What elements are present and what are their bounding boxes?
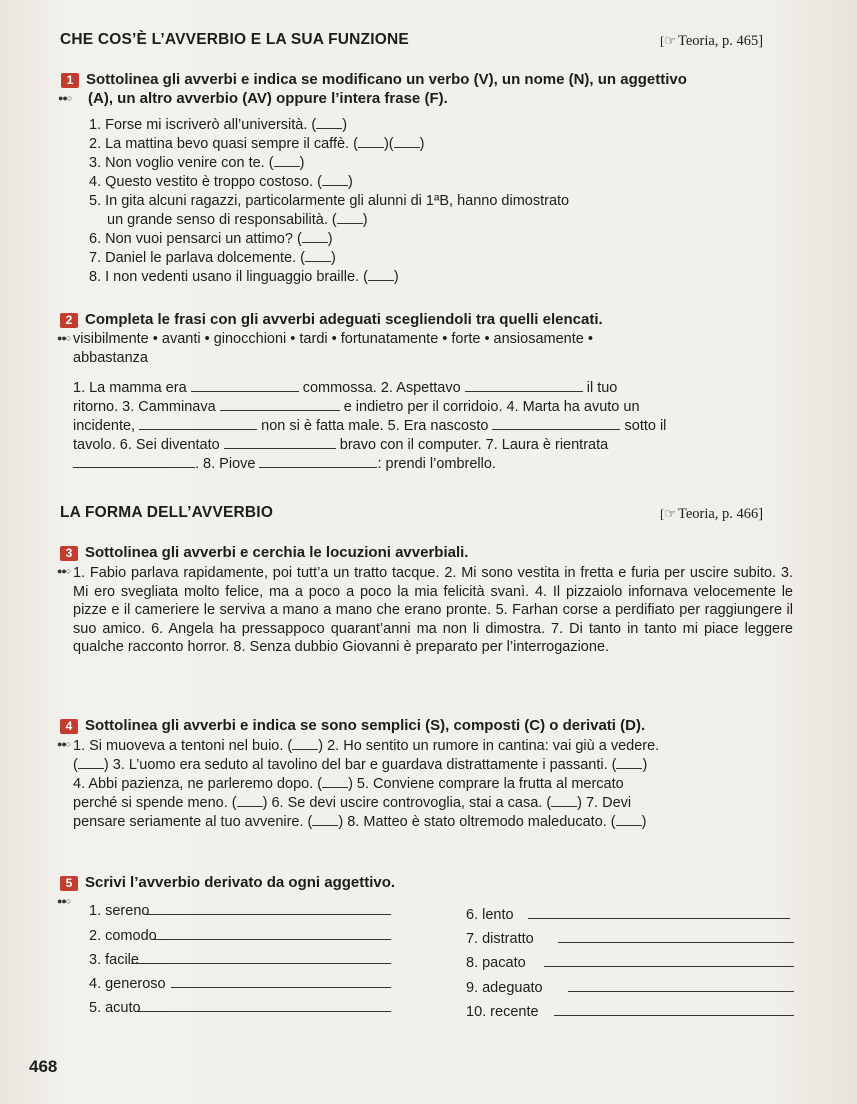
pointing-hand-icon: [☞ — [660, 506, 676, 521]
page-number: 468 — [29, 1057, 58, 1076]
answer-blank[interactable] — [368, 268, 394, 281]
theory-reference: [☞ Teoria, p. 466] — [660, 506, 764, 522]
exercise-item: 3. Non voglio venire con te. ( ) — [89, 155, 305, 171]
adjective-item: 1. sereno — [89, 902, 391, 920]
difficulty-dots-icon: ●●○ — [57, 566, 71, 576]
answer-blank[interactable] — [224, 436, 336, 449]
answer-blank[interactable] — [394, 135, 420, 148]
answer-blank[interactable] — [259, 455, 377, 468]
exercise-number-badge: 2 — [60, 313, 78, 328]
exercise-instruction: Sottolinea gli avverbi e indica se modificano un verbo (V), un nome (N), un aggettivo — [86, 71, 687, 88]
exercise-number-badge: 5 — [60, 876, 78, 891]
answer-blank[interactable] — [191, 379, 299, 392]
answer-blank[interactable] — [337, 211, 363, 224]
adjective-item: 10. recente — [466, 1003, 794, 1021]
answer-blank[interactable] — [492, 417, 620, 430]
exercise-number-badge: 1 — [61, 73, 79, 88]
answer-blank[interactable] — [554, 1003, 794, 1016]
adjective-item: 8. pacato — [466, 954, 794, 972]
answer-blank[interactable] — [465, 379, 583, 392]
answer-blank[interactable] — [551, 794, 577, 807]
adjective-item: 9. adeguato — [466, 979, 794, 997]
exercise-instruction: Sottolinea gli avverbi e indica se sono semplici (S), composti (C) o derivati (D). — [85, 717, 646, 734]
word-bank: abbastanza — [73, 350, 148, 366]
exercise-number-badge: 3 — [60, 546, 78, 561]
answer-blank[interactable] — [616, 756, 642, 769]
answer-blank[interactable] — [153, 927, 391, 940]
word-bank: visibilmente • avanti • ginocchioni • tardi • fortunatamente • forte • ansiosamente • — [73, 331, 593, 347]
exercise-number-badge: 4 — [60, 719, 78, 734]
exercise-instruction: Completa le frasi con gli avverbi adeguati scegliendoli tra quelli elencati. — [85, 311, 603, 328]
exercise-item: 8. I non vedenti usano il linguaggio braille. ( ) — [89, 269, 399, 285]
exercise-line: perché si spende meno. ( ) 6. Se devi uscire controvoglia, stai a casa. ( ) 7. Devi — [73, 795, 632, 811]
exercise-item: 1. Forse mi iscriverò all’università. ( ) — [89, 117, 348, 133]
answer-blank[interactable] — [305, 249, 331, 262]
adjective-item: 2. comodo — [89, 927, 391, 945]
theory-reference: [☞ Teoria, p. 465] — [660, 33, 764, 49]
answer-blank[interactable] — [292, 737, 318, 750]
answer-blank[interactable] — [274, 154, 300, 167]
section-title: LA FORMA DELL’AVVERBIO — [60, 504, 274, 521]
answer-blank[interactable] — [322, 775, 348, 788]
answer-blank[interactable] — [78, 756, 104, 769]
exercise-line: 4. Abbi pazienza, ne parleremo dopo. ( ) 5. Conviene comprare la frutta al mercato — [73, 776, 624, 792]
answer-blank[interactable] — [237, 794, 263, 807]
answer-blank[interactable] — [528, 906, 790, 919]
exercise-instruction: Scrivi l’avverbio derivato da ogni aggettivo. — [85, 874, 396, 891]
answer-blank[interactable] — [135, 999, 391, 1012]
section-title: CHE COS’È L’AVVERBIO E LA SUA FUNZIONE — [60, 31, 409, 48]
difficulty-dots-icon: ●●○ — [57, 896, 71, 906]
exercise-item: 7. Daniel le parlava dolcemente. ( ) — [89, 250, 336, 266]
answer-blank[interactable] — [139, 417, 257, 430]
pointing-hand-icon: [☞ — [660, 33, 676, 48]
exercise-instruction: Sottolinea gli avverbi e cerchia le locuzioni avverbiali. — [85, 544, 469, 561]
answer-blank[interactable] — [544, 954, 794, 967]
exercise-instruction: (A), un altro avverbio (AV) oppure l’intera frase (F). — [88, 90, 448, 107]
exercise-line: tavolo. 6. Sei diventato bravo con il computer. 7. Laura è rientrata — [73, 437, 609, 453]
answer-blank[interactable] — [220, 398, 340, 411]
difficulty-dots-icon: ●●○ — [58, 93, 72, 103]
exercise-item: un grande senso di responsabilità. ( ) — [107, 212, 368, 228]
answer-blank[interactable] — [312, 813, 338, 826]
adjective-item: 4. generoso — [89, 975, 391, 993]
adjective-item: 7. distratto — [466, 930, 794, 948]
adjective-item: 3. facile — [89, 951, 391, 969]
answer-blank[interactable] — [131, 951, 391, 964]
answer-blank[interactable] — [73, 455, 195, 468]
exercise-text: 1. Fabio parlava rapidamente, poi tutt’a un tratto tacque. 2. Mi sono vestita in fretta e furia per uscire subito. 3. Mi ero svegliata molto felice, ma a poco a poco la mia felicità svanì. 4. Il pizzaiolo infornava velocemente le pizze e il cameriere le serviva a mano a mano che erano pronte. 5. Farhan corse a perdifiato per raggiungere il suo amico. 6. Angela ha pressappoco quarant’anni ma non li dimostra. 7. Di tanto in tanto mi piace leggere qualche racconto horror. 8. Senza dubbio Giovanni è preparato per l’interrogazione. — [73, 565, 793, 656]
answer-blank[interactable] — [568, 979, 794, 992]
exercise-line: ritorno. 3. Camminava e indietro per il corridoio. 4. Marta ha avuto un — [73, 399, 640, 415]
answer-blank[interactable] — [616, 813, 642, 826]
answer-blank[interactable] — [358, 135, 384, 148]
exercise-line: ( ) 3. L’uomo era seduto al tavolino del bar e guardava distrattamente i passanti. ( ) — [73, 757, 648, 773]
answer-blank[interactable] — [145, 902, 391, 915]
answer-blank[interactable] — [322, 173, 348, 186]
difficulty-dots-icon: ●●○ — [57, 333, 71, 343]
exercise-item: 4. Questo vestito è troppo costoso. ( ) — [89, 174, 353, 190]
exercise-line: . 8. Piove : prendi l’ombrello. — [73, 455, 496, 473]
exercise-line: 1. Si muoveva a tentoni nel buio. ( ) 2. Ho sentito un rumore in cantina: vai giù a vedere. — [73, 738, 660, 754]
exercise-line: pensare seriamente al tuo avvenire. ( ) 8. Matteo è stato oltremodo maleducato. ( ) — [73, 814, 647, 830]
adjective-item: 6. lento — [466, 906, 790, 924]
answer-blank[interactable] — [316, 116, 342, 129]
exercise-item: 6. Non vuoi pensarci un attimo? ( ) — [89, 231, 333, 247]
adjective-item: 5. acuto — [89, 999, 391, 1017]
exercise-item: 5. In gita alcuni ragazzi, particolarmente gli alunni di 1ªB, hanno dimostrato — [89, 193, 570, 209]
answer-blank[interactable] — [558, 930, 794, 943]
exercise-line: incidente, non si è fatta male. 5. Era nascosto sotto il — [73, 418, 667, 434]
answer-blank[interactable] — [302, 230, 328, 243]
difficulty-dots-icon: ●●○ — [57, 739, 71, 749]
exercise-item: 2. La mattina bevo quasi sempre il caffè. ( )( ) — [89, 136, 425, 152]
answer-blank[interactable] — [171, 975, 391, 988]
exercise-line: 1. La mamma era commossa. 2. Aspettavo il tuo — [73, 380, 618, 396]
